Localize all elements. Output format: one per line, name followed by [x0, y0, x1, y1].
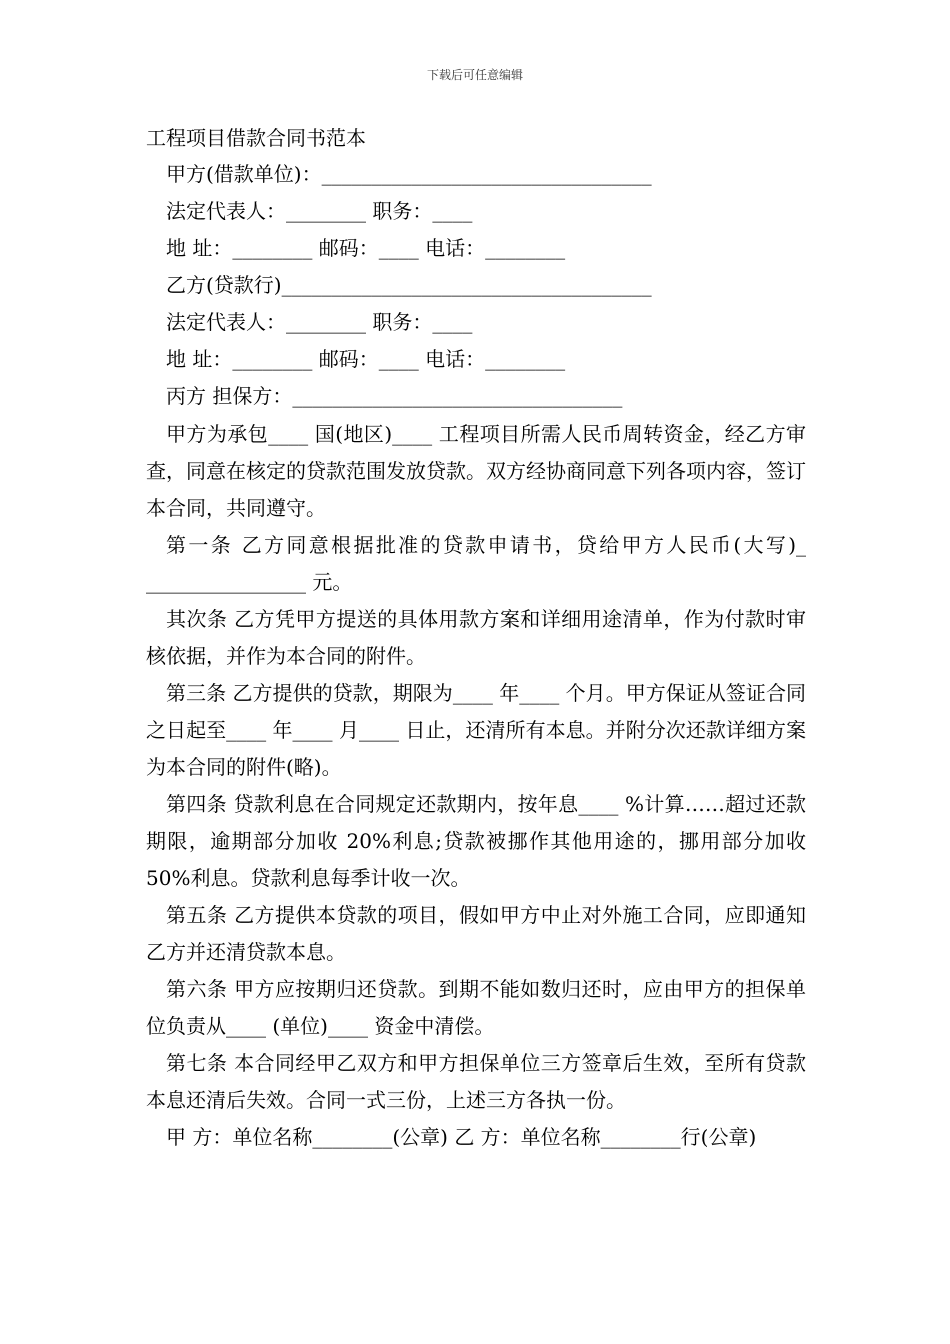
- article-3: 第三条 乙方提供的贷款，期限为____ 年____ 个月。甲方保证从签证合同之日起至____ 年____ 月____ 日止，还清所有本息。并附分次还款详细方案为本合同的附件(略)。: [146, 681, 806, 779]
- article-1: 第一条 乙方同意根据批准的贷款申请书，贷给甲方人民币(大写)_ ________________ 元。: [146, 533, 806, 594]
- intro-paragraph: 甲方为承包____ 国(地区)____ 工程项目所需人民币周转资金，经乙方审查，同意在核定的贷款范围发放贷款。双方经协商同意下列各项内容，签订本合同，共同遵守。: [146, 422, 806, 520]
- party-b-address-line: 地 址：________ 邮码：____ 电话：________: [166, 347, 566, 371]
- party-c-guarantor-line: 丙方 担保方：_________________________________: [166, 384, 623, 408]
- party-a-line: 甲方(借款单位)：_________________________________: [166, 162, 652, 186]
- signature-line: 甲 方：单位名称________(公章) 乙 方：单位名称________行(公章): [166, 1125, 757, 1149]
- document-title: 工程项目借款合同书范本: [146, 126, 366, 150]
- article-5: 第五条 乙方提供本贷款的项目，假如甲方中止对外施工合同，应即通知乙方并还清贷款本息。: [146, 903, 806, 964]
- party-a-address-line: 地 址：________ 邮码：____ 电话：________: [166, 236, 566, 260]
- article-7: 第七条 本合同经甲乙双方和甲方担保单位三方签章后生效，至所有贷款本息还清后失效。合同一式三份，上述三方各执一份。: [146, 1051, 806, 1112]
- party-b-line: 乙方(贷款行)_____________________________________: [166, 273, 652, 297]
- party-b-representative-line: 法定代表人：________ 职务：____: [166, 310, 473, 334]
- article-2: 其次条 乙方凭甲方提送的具体用款方案和详细用途清单，作为付款时审核依据，并作为本合同的附件。: [146, 607, 806, 668]
- party-a-representative-line: 法定代表人：________ 职务：____: [166, 199, 473, 223]
- article-6: 第六条 甲方应按期归还贷款。到期不能如数归还时，应由甲方的担保单位负责从____ (单位)____ 资金中清偿。: [146, 977, 806, 1038]
- article-4: 第四条 贷款利息在合同规定还款期内，按年息____ %计算……超过还款期限，逾期部分加收 20%利息;贷款被挪作其他用途的，挪用部分加收 50%利息。贷款利息每季计收一次。: [146, 792, 806, 890]
- page-header-note: 下载后可任意编辑: [426, 68, 523, 82]
